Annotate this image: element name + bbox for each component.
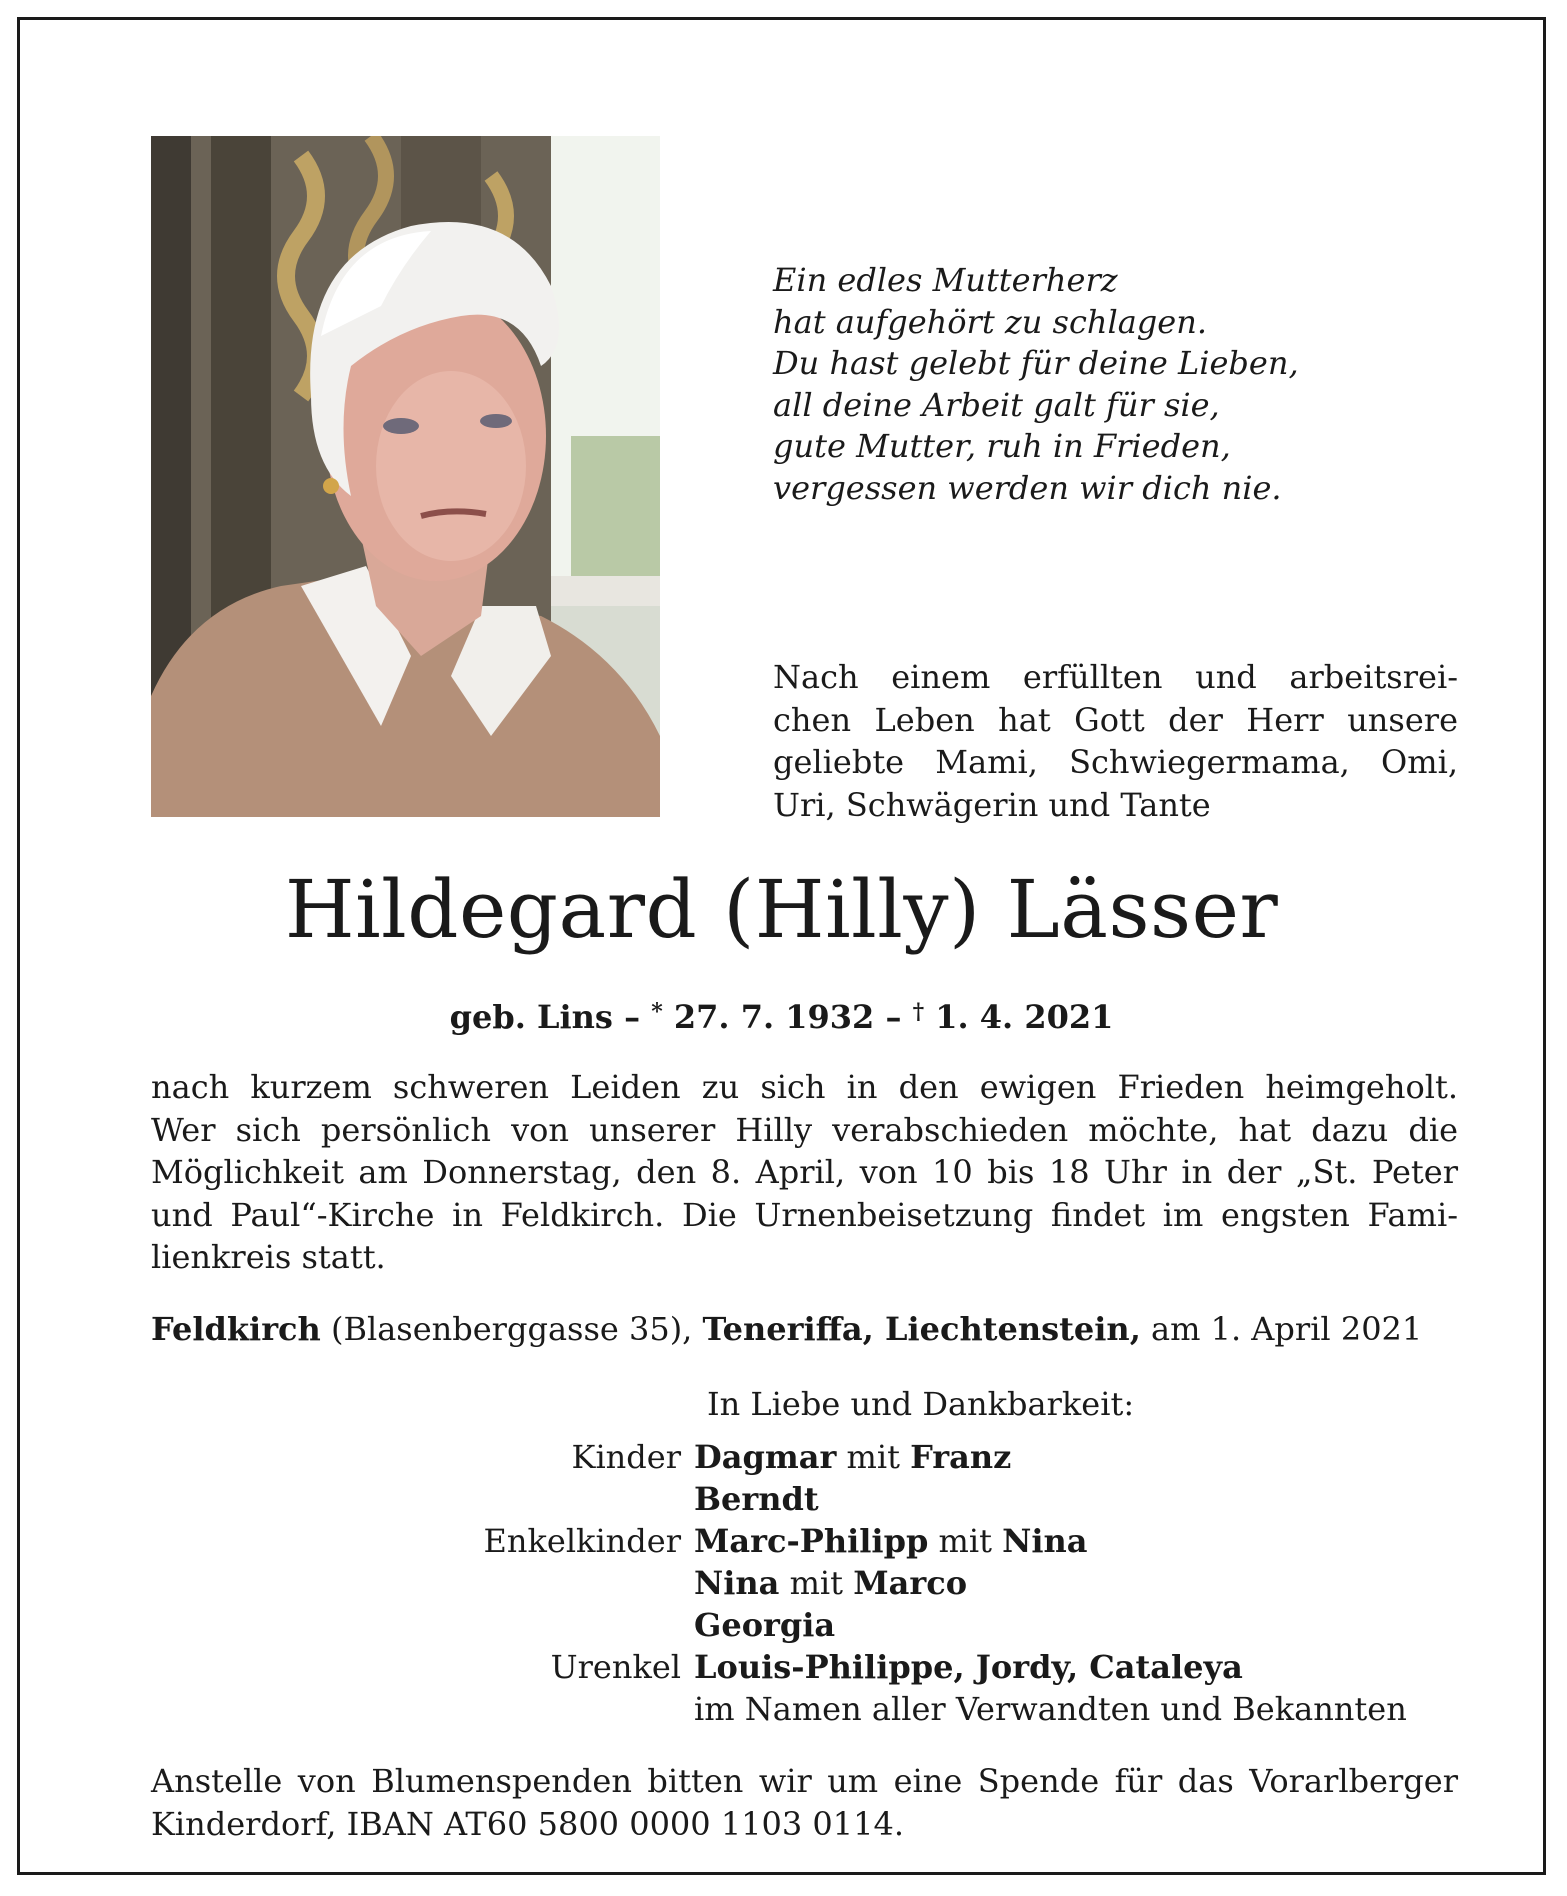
family-name-part: mit <box>836 1438 911 1476</box>
donation-line: Anstelle von Blumenspenden bitten wir um eine Spende für das Vorarlberger <box>151 1762 1458 1800</box>
donation-paragraph <box>151 1760 1458 1845</box>
family-row <box>151 1436 1458 1478</box>
family-relation <box>151 1478 694 1520</box>
family-list <box>151 1436 1458 1730</box>
birth-star: * <box>651 999 663 1025</box>
portrait-image <box>151 136 660 817</box>
family-row <box>151 1520 1458 1562</box>
family-name-part: mit <box>779 1564 854 1602</box>
birth-date: 27. 7. 1932 <box>662 998 875 1036</box>
poem-line: Du hast gelebt für deine Lieben, <box>773 344 1299 382</box>
intro-line: geliebte Mami, Schwiegermama, Omi, <box>773 743 1458 781</box>
family-name-part: Marco <box>853 1564 968 1602</box>
family-relation <box>151 1562 694 1604</box>
family-names <box>694 1688 1407 1730</box>
family-name-part: Nina <box>1002 1522 1088 1560</box>
announcement-paragraph <box>151 1066 1458 1279</box>
maiden-name: geb. Lins <box>449 998 613 1036</box>
family-relation: Kinder <box>571 1438 681 1476</box>
family-row <box>151 1478 1458 1520</box>
family-name-part: Dagmar <box>694 1438 837 1476</box>
family-row <box>151 1688 1458 1730</box>
intro-line: Uri, Schwägerin und Tante <box>773 785 1211 824</box>
family-name-part: Nina <box>694 1564 780 1602</box>
family-names <box>694 1562 967 1604</box>
poem-line: all deine Arbeit galt für sie, <box>773 385 1220 424</box>
family-name-part: Berndt <box>694 1480 819 1518</box>
intro-line: chen Leben hat Gott der Herr unsere <box>773 700 1458 739</box>
family-row <box>151 1562 1458 1604</box>
family-relation <box>151 1688 694 1730</box>
family-name-part: Georgia <box>694 1606 836 1644</box>
family-relation: Enkelkinder <box>483 1522 681 1560</box>
poem-line: Ein edles Mutterherz <box>773 261 1118 299</box>
intro-line: Nach einem erfüllten und arbeitsrei- <box>773 658 1458 696</box>
poem-line: gute Mutter, ruh in Frieden, <box>773 427 1231 465</box>
family-names <box>694 1604 835 1646</box>
death-cross: † <box>912 999 925 1025</box>
thanks-line: In Liebe und Dankbarkeit: <box>707 1385 1135 1423</box>
family-name-part: Marc-Philipp <box>694 1522 929 1560</box>
family-row <box>151 1604 1458 1646</box>
obituary-frame <box>17 17 1546 1875</box>
family-names <box>694 1520 1088 1562</box>
family-name-part: mit <box>928 1522 1003 1560</box>
place-date: am 1. April 2021 <box>1140 1310 1423 1348</box>
announcement-line: Wer sich persönlich von unserer Hilly verabschieden möchte, hat dazu die <box>151 1110 1458 1149</box>
family-relation: Urenkel <box>550 1648 681 1686</box>
poem-line: vergessen werden wir dich nie. <box>773 468 1282 507</box>
portrait-photo <box>151 136 660 817</box>
family-name-part: Franz <box>910 1438 1012 1476</box>
dash: – <box>874 998 913 1036</box>
family-names <box>694 1646 1243 1688</box>
intro-paragraph <box>773 656 1458 826</box>
death-date: 1. 4. 2021 <box>924 998 1114 1036</box>
poem <box>773 260 1393 509</box>
place-others: Teneriffa, Liechtenstein, <box>702 1310 1141 1348</box>
life-dates <box>20 992 1543 1037</box>
place-city: Feldkirch <box>151 1310 321 1348</box>
announcement-line: nach kurzem schweren Leiden zu sich in den ewigen Frieden heimgeholt. <box>151 1068 1458 1106</box>
announcement-line: lienkreis statt. <box>151 1238 386 1276</box>
family-names <box>694 1478 819 1520</box>
poem-line: hat aufgehört zu schlagen. <box>773 302 1207 341</box>
announcement-line: und Paul“-Kirche in Feldkirch. Die Urnenbeisetzung findet im engsten Fami- <box>151 1195 1458 1234</box>
family-name-part: im Namen aller Verwandten und Bekannten <box>694 1690 1407 1728</box>
family-name-part: Louis-Philippe, Jordy, Cataleya <box>694 1648 1243 1686</box>
family-relation <box>151 1604 694 1646</box>
deceased-name: Hildegard (Hilly) Lässer <box>284 863 1279 956</box>
places-line <box>151 1308 1458 1350</box>
announcement-line: Möglichkeit am Donnerstag, den 8. April, von 10 bis 18 Uhr in der „St. Peter <box>151 1153 1458 1191</box>
family-names <box>694 1436 1011 1478</box>
place-address: (Blasenberggasse 35), <box>320 1310 703 1348</box>
family-row <box>151 1646 1458 1688</box>
dash: – <box>612 998 652 1036</box>
donation-line: Kinderdorf, IBAN AT60 5800 0000 1103 0114. <box>151 1804 905 1843</box>
